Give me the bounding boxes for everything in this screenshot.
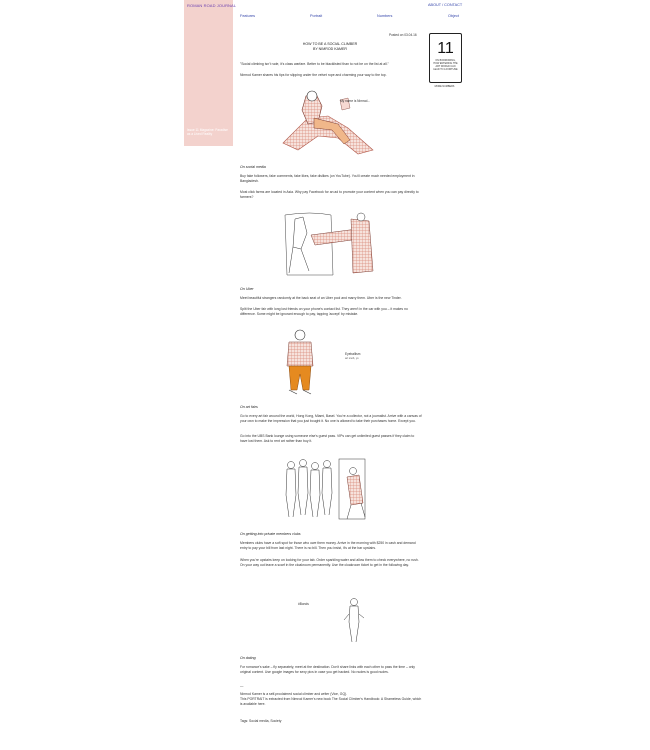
post-tags[interactable]: Tags: Social media, Society	[240, 719, 282, 723]
nav-features[interactable]: Features	[240, 14, 255, 18]
about-contact-link[interactable]: ABOUT / CONTACT	[428, 3, 463, 7]
book-extract-note[interactable]: This PORTRAIT is extracted from Nimrod Kamer's new book The Social Climber's Handbook: A Shameless Guide, which is available here.	[240, 697, 422, 706]
author-bio: Nimrod Kamer is a self-proclaimed social climber and writer (Vice, GQ).	[240, 692, 348, 696]
section-paragraph: Go to every art fair around the world, Hong Kong, Miami, Basel. You're a collector, not a journalist. Arrive with a canvas of your own to make the impression that you just bought it. No one is allowed to take their purchases home. Except you.	[240, 414, 422, 423]
post-title-block	[240, 42, 420, 51]
issue-number-card[interactable]	[429, 33, 462, 83]
intro-quote: "Social climbing isn't rude, it's class warfare. Better to be blacklisted than to not be on the list at all."	[240, 62, 389, 66]
nav-portrait[interactable]: Portrait	[310, 14, 323, 18]
section-paragraph: For romance's sake – fly separately, meet at the destination. Don't share links with each other to pass the time – only original content. Use google images for sexy pics in case you get hacked. No nudes is good nudes.	[240, 665, 415, 674]
illustration-art-fair-man	[279, 328, 363, 398]
section-paragraph: Go into the UBS Bank lounge using someone else's guest pass. VIPs can get unlimited guest passes if they claim to have lost them. Ask to rent art rather than buy it.	[240, 434, 415, 443]
illustration-members-club-crowd	[281, 455, 381, 525]
sidebar-note[interactable]: Issue 11 Magazine: Paradise as a Lived Reality	[187, 128, 228, 136]
site-logo[interactable]: ROMAN ROAD JOURNAL	[187, 3, 237, 8]
post-byline: BY NIMROD KAMER	[312, 46, 348, 51]
illustration-caption-3: Eyeballism	[345, 352, 361, 356]
section-heading-uber: On Uber	[240, 287, 254, 291]
section-heading-dating: On dating	[240, 656, 256, 660]
illustration-caption-3b: art snob, yo	[345, 357, 359, 360]
illustration-reclining-man	[278, 88, 380, 156]
section-paragraph: Split the Uber fair with long lost friends on your phone's contact list. They aren't in the car with you – it makes no difference. Some might be ignorant enough to pay, tapping 'accept' by mistake.	[240, 307, 408, 316]
illustration-car-back-seat	[281, 209, 379, 279]
section-paragraph: When you're upstairs keep on looking for your tab. Order sparkling water and allow them to check everywhere, no rush. On your way out leave a scarf in the cloakroom permanently. Use the cloakroom ticket to get in the following day.	[240, 558, 419, 567]
section-paragraph: Members clubs have a soft spot for those who owe them money. Arrive in the morning with $250 in cash and demand entry to pay your bill from last night. There is no bill. Then you insist, it's at the bar upstairs.	[240, 541, 416, 550]
section-paragraph: Most click farms are located in Asia. Why pay Facebook for an ad to promote your content when you can pay directly to farmers?	[240, 190, 419, 199]
illustration-caption-5: #Bonds	[298, 602, 309, 606]
intro-paragraph: Nimrod Kamer shares his tips for slipping under the velvet rope and charming your way to the top.	[240, 73, 387, 77]
illustration-caption-1: My name is Nimrod...	[340, 99, 371, 103]
section-paragraph: Buy fake followers, fake comments, fake likes, fake dislikes (on YouTube). You'll create much needed employment in Bangladesh.	[240, 174, 415, 183]
more-numbers-link[interactable]: MORE NUMBERS	[434, 85, 455, 88]
issue-number: 11	[437, 40, 454, 57]
section-heading-members-clubs: On getting into private members clubs	[240, 532, 301, 536]
issue-number-text: ON BORROWING, HOW ENTERING THE ART WORLD CAN LEAD TO A FORTUNE	[433, 59, 458, 71]
sidebar-panel	[184, 0, 233, 146]
footer-separator: —	[240, 684, 244, 688]
nav-numbers[interactable]: Numbers	[377, 14, 393, 18]
post-title: HOW TO BE A SOCIAL CLIMBER	[302, 42, 358, 46]
post-date: Posted on 03.04.16	[389, 33, 417, 37]
illustration-dating	[296, 596, 366, 646]
section-heading-social-media: On social media	[240, 165, 266, 169]
section-paragraph: Meet beautiful strangers randomly at the back seat of an Uber pool and marry them. Uber is the new Tinder.	[240, 296, 402, 300]
section-heading-art-fairs: On art fairs	[240, 405, 258, 409]
nav-object[interactable]: Object	[448, 14, 459, 18]
